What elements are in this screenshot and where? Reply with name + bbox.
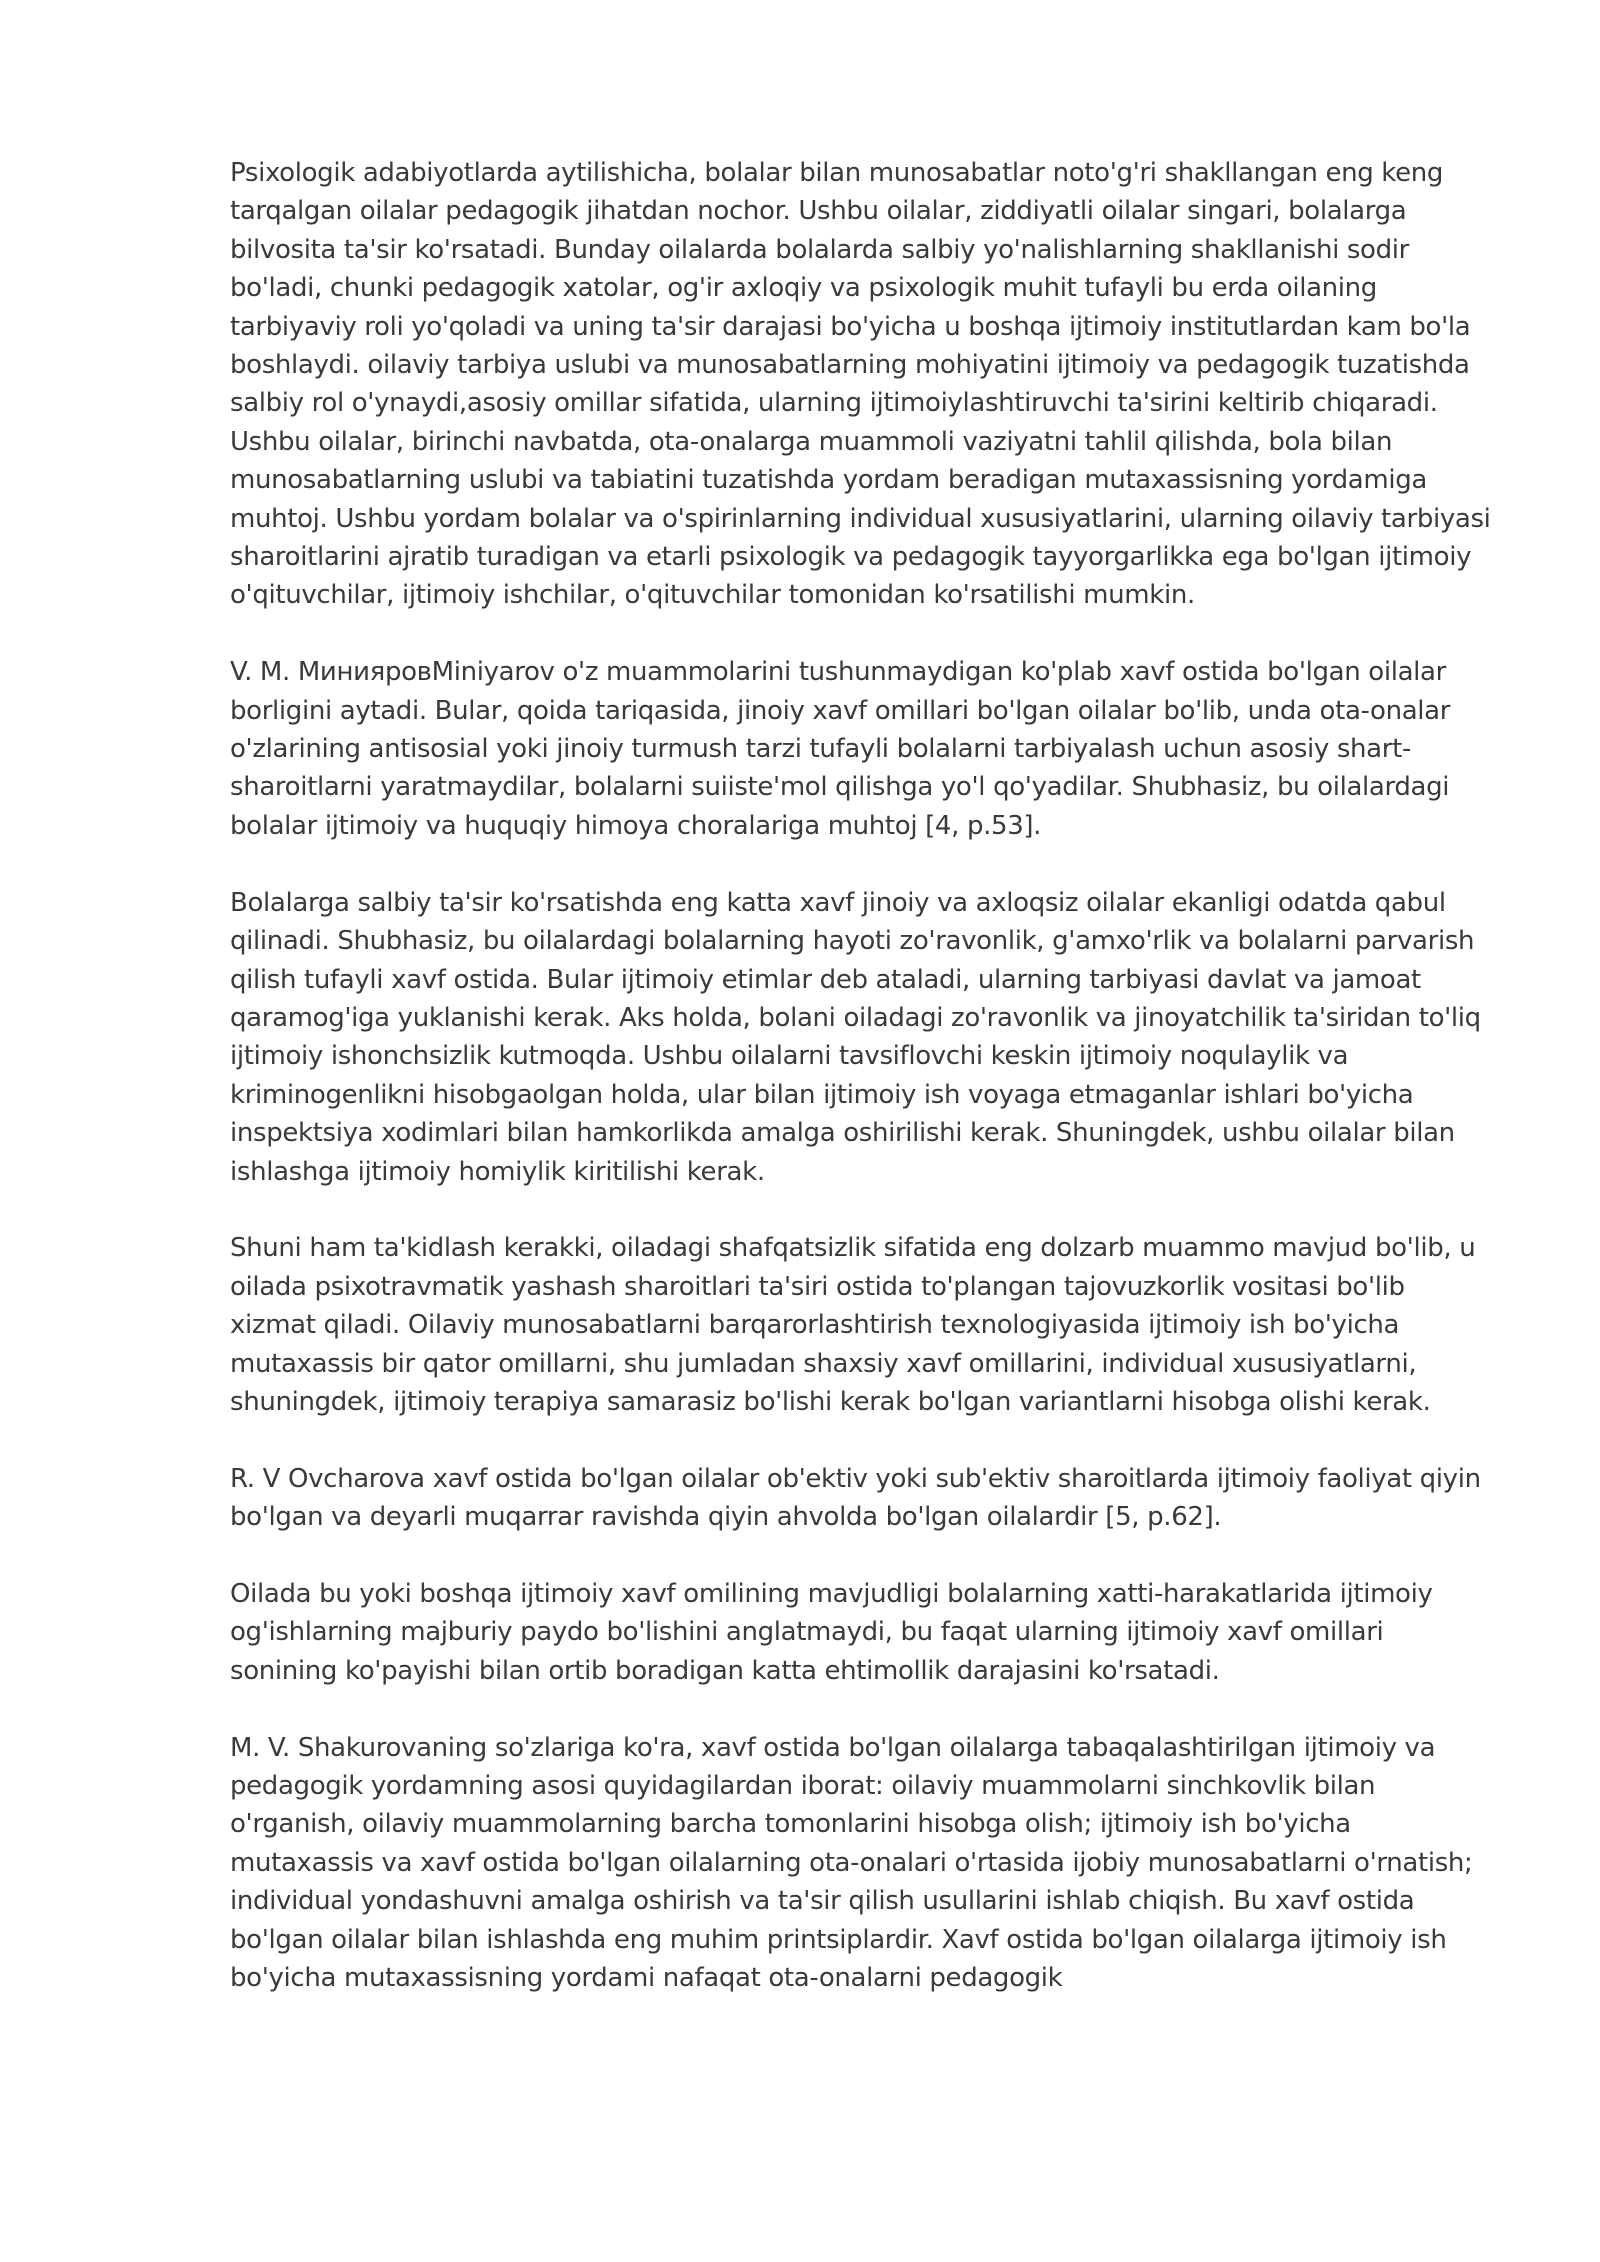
- paragraph-6: Oilada bu yoki boshqa ijtimoiy xavf omilining mavjudligi bolalarning xatti-harakatlarida ijtimoiy og'ishlarning majburiy paydo bo'lishini anglatmaydi, bu faqat ularning ijtimoiy xavf omillari sonining ko'payishi bilan ortib boradigan katta ehtimollik darajasini ko'rsatadi.: [230, 1578, 1433, 1686]
- paragraph-3: Bolalarga salbiy ta'sir ko'rsatishda eng katta xavf jinoiy va axloqsiz oilalar ekanligi odatda qabul qilinadi. Shubhasiz, bu oilalardagi bolalarning hayoti zo'ravonlik, g'amxo'rlik va bolalarni parvarish qilish tufayli xavf ostida. Bular ijtimoiy etimlar deb ataladi, ularning tarbiyasi davlat va jamoat qaramog'iga yuklanishi kerak. Aks holda, bolani oiladagi zo'ravonlik va jinoyatchilik ta'siridan to'liq ijtimoiy ishonchsizlik kutmoqda. Ushbu oilalarni tavsiflovchi keskin ijtimoiy noqulaylik va kriminogenlikni hisobgaolgan holda, ular bilan ijtimoiy ish voyaga etmaganlar ishlari bo'yicha inspektsiya xodimlari bilan hamkorlikda amalga oshirilishi kerak. Shuningdek, ushbu oilalar bilan ishlashga ijtimoiy homiylik kiritilishi kerak.: [230, 887, 1481, 1187]
- document-body: [230, 154, 1495, 1997]
- paragraph-7: M. V. Shakurovaning so'zlariga ko'ra, xavf ostida bo'lgan oilalarga tabaqalashtirilgan ijtimoiy va pedagogik yordamning asosi quyidagilardan iborat: oilaviy muammolarni sinchkovlik bilan o'rganish, oilaviy muammolarning barcha tomonlarini hisobga olish; ijtimoiy ish bo'yicha mutaxassis va xavf ostida bo'lgan oilalarning ota-onalari o'rtasida ijobiy munosabatlarni o'rnatish; individual yondashuvni amalga oshirish va ta'sir qilish usullarini ishlab chiqish. Bu xavf ostida bo'lgan oilalar bilan ishlashda eng muhim printsiplardir. Xavf ostida bo'lgan oilalarga ijtimoiy ish bo'yicha mutaxassisning yordami nafaqat ota-onalarni pedagogik: [230, 1732, 1473, 1993]
- paragraph-4: Shuni ham ta'kidlash kerakki, oiladagi shafqatsizlik sifatida eng dolzarb muammo mavjud bo'lib, u oilada psixotravmatik yashash sharoitlari ta'siri ostida to'plangan tajovuzkorlik vositasi bo'lib xizmat qiladi. Oilaviy munosabatlarni barqarorlashtirish texnologiyasida ijtimoiy ish bo'yicha mutaxassis bir qator omillarni, shu jumladan shaxsiy xavf omillarini, individual xususiyatlarni, shuningdek, ijtimoiy terapiya samarasiz bo'lishi kerak bo'lgan variantlarni hisobga olishi kerak.: [230, 1233, 1476, 1417]
- paragraph-1: Psixologik adabiyotlarda aytilishicha, bolalar bilan munosabatlar noto'g'ri shakllangan eng keng tarqalgan oilalar pedagogik jihatdan nochor. Ushbu oilalar, ziddiyatli oilalar singari, bolalarga bilvosita ta'sir ko'rsatadi. Bunday oilalarda bolalarda salbiy yo'nalishlarning shakllanishi sodir bo'ladi, chunki pedagogik xatolar, og'ir axloqiy va psixologik muhit tufayli bu erda oilaning tarbiyaviy roli yo'qoladi va uning ta'sir darajasi bo'yicha u boshqa ijtimoiy institutlardan kam bo'la boshlaydi. oilaviy tarbiya uslubi va munosabatlarning mohiyatini ijtimoiy va pedagogik tuzatishda salbiy rol o'ynaydi,asosiy omillar sifatida, ularning ijtimoiylashtiruvchi ta'sirini keltirib chiqaradi. Ushbu oilalar, birinchi navbatda, ota-onalarga muammoli vaziyatni tahlil qilishda, bola bilan munosabatlarning uslubi va tabiatini tuzatishda yordam beradigan mutaxassisning yordamiga muhtoj. Ushbu yordam bolalar va o'spirinlarning individual xususiyatlarini, ularning oilaviy tarbiyasi sharoitlarini ajratib turadigan va etarli psixologik va pedagogik tayyorgarlikka ega bo'lgan ijtimoiy o'qituvchilar, ijtimoiy ishchilar, o'qituvchilar tomonidan ko'rsatilishi mumkin.: [230, 158, 1491, 611]
- paragraph-5: R. V Ovcharova xavf ostida bo'lgan oilalar ob'ektiv yoki sub'ektiv sharoitlarda ijtimoiy faoliyat qiyin bo'lgan va deyarli muqarrar ravishda qiyin ahvolda bo'lgan oilalardir [5, p.62].: [230, 1463, 1481, 1533]
- paragraph-2: V. M. МинияровMiniyarov o'z muammolarini tushunmaydigan ko'plab xavf ostida bo'lgan oilalar borligini aytadi. Bular, qoida tariqasida, jinoiy xavf omillari bo'lgan oilalar bo'lib, unda ota-onalar o'zlarining antisosial yoki jinoiy turmush tarzi tufayli bolalarni tarbiyalash uchun asosiy shart-sharoitlarni yaratmaydilar, bolalarni suiiste'mol qilishga yo'l qo'yadilar. Shubhasiz, bu oilalardagi bolalar ijtimoiy va huquqiy himoya choralariga muhtoj [4, p.53].: [230, 657, 1451, 841]
